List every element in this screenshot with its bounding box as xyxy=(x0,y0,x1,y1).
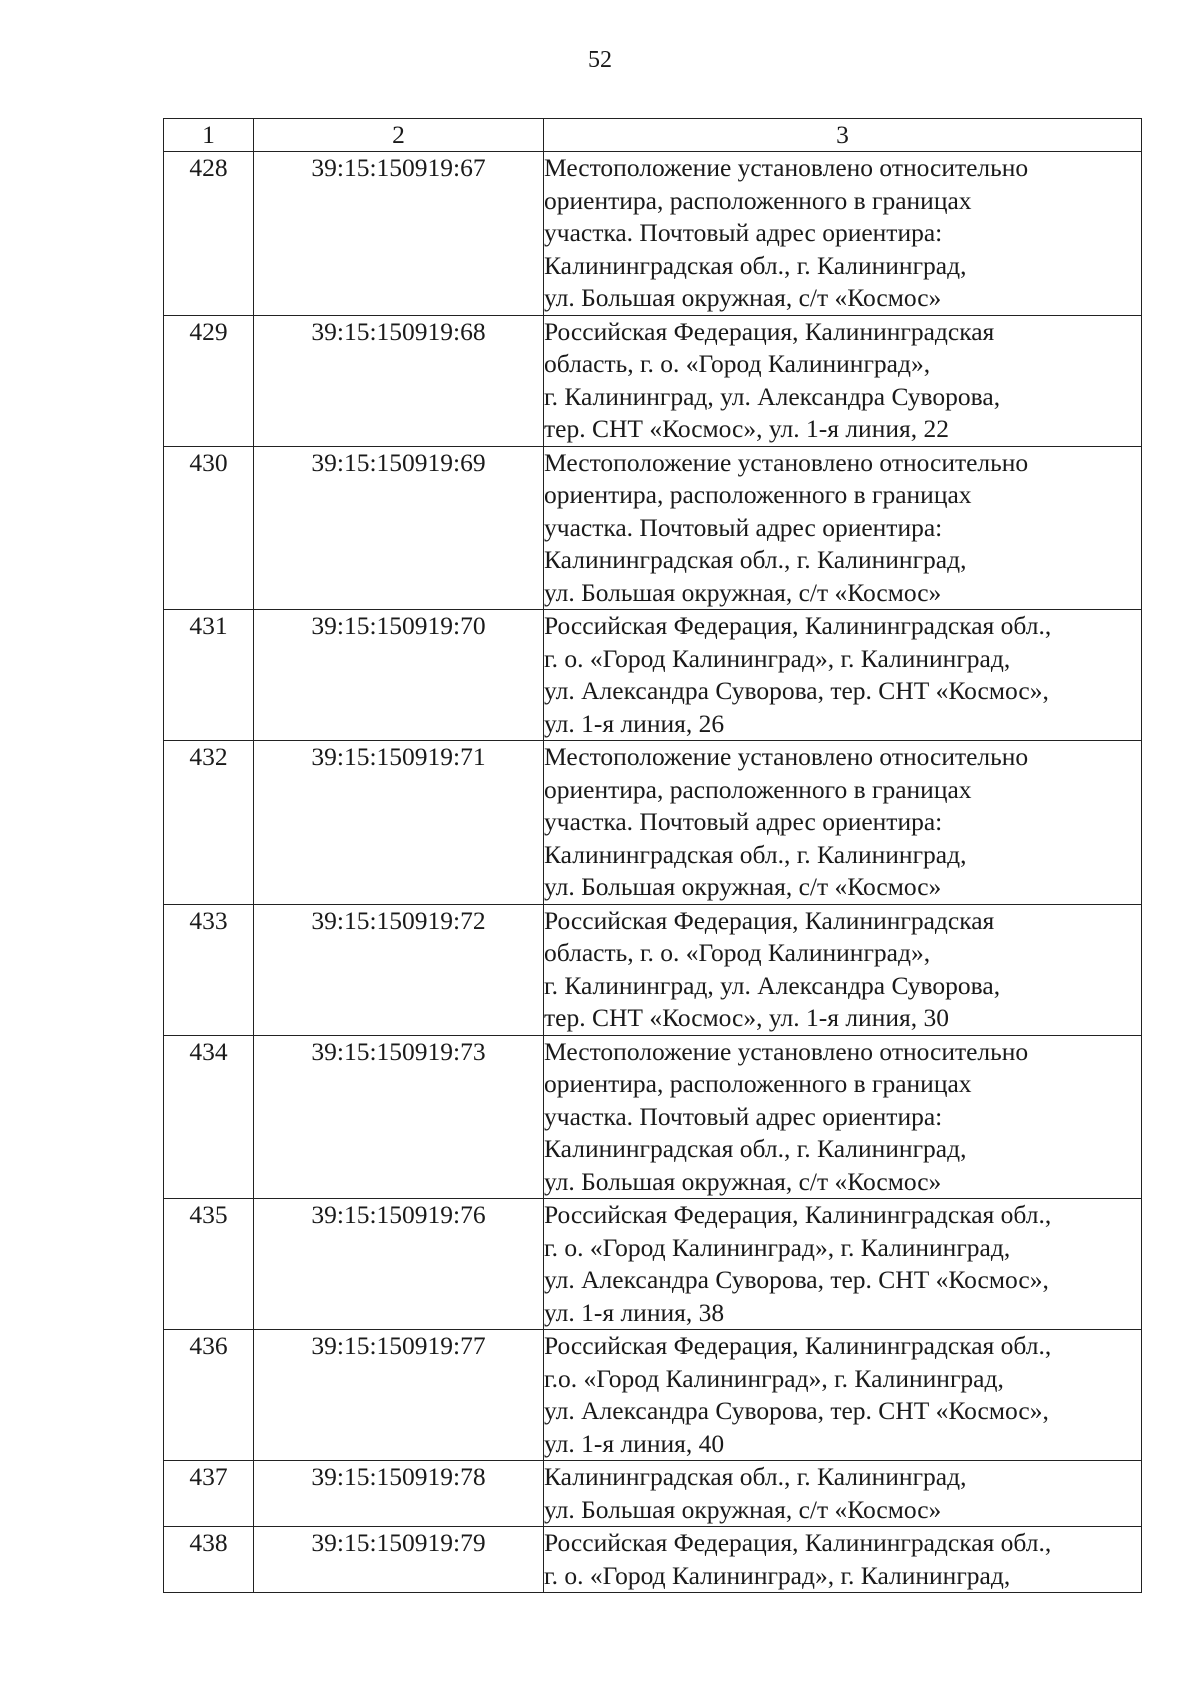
land-plot-table xyxy=(163,118,1142,1593)
row-number: 434 xyxy=(164,1035,254,1199)
table-row xyxy=(164,741,1142,905)
table-row xyxy=(164,1199,1142,1330)
address-line: Калининградская обл., г. Калининград, xyxy=(544,1134,967,1163)
location-address xyxy=(544,315,1142,446)
location-address xyxy=(544,1527,1142,1593)
page-number: 52 xyxy=(588,47,612,73)
address-line: Российская Федерация, Калининградская обл., xyxy=(544,1331,1052,1360)
address-line: Российская Федерация, Калининградская xyxy=(544,905,995,935)
address-line: участка. Почтовый адрес ориентира: xyxy=(544,512,943,542)
row-number: 429 xyxy=(164,315,254,446)
table-row xyxy=(164,1035,1142,1199)
table-row xyxy=(164,446,1142,610)
column-header-cadastral: 2 xyxy=(254,119,544,152)
table-row xyxy=(164,1330,1142,1461)
address-line: Калининградская обл., г. Калининград, xyxy=(544,839,967,869)
address-line: область, г. о. «Город Калининград», xyxy=(544,938,931,967)
table-row xyxy=(164,152,1142,316)
location-address xyxy=(544,1461,1142,1527)
row-number: 430 xyxy=(164,446,254,610)
column-header-number: 1 xyxy=(164,119,254,152)
address-line: ул. Большая окружная, с/т «Космос» xyxy=(544,1166,942,1196)
address-line: Местоположение установлено относительно xyxy=(544,153,1029,182)
row-number: 438 xyxy=(164,1527,254,1593)
cadastral-number: 39:15:150919:79 xyxy=(254,1527,544,1593)
address-line: ул. Большая окружная, с/т «Космос» xyxy=(544,283,942,312)
address-line: ул. Большая окружная, с/т «Космос» xyxy=(544,1494,942,1524)
table-row xyxy=(164,1527,1142,1593)
location-address xyxy=(544,446,1142,610)
address-line: ориентира, расположенного в границах xyxy=(544,480,972,509)
cadastral-number: 39:15:150919:67 xyxy=(254,152,544,316)
address-line: Местоположение установлено относительно xyxy=(544,1036,1029,1066)
cadastral-number: 39:15:150919:78 xyxy=(254,1461,544,1527)
address-line: участка. Почтовый адрес ориентира: xyxy=(544,807,943,836)
address-line: Калининградская обл., г. Калининград, xyxy=(544,1462,967,1491)
address-line: Местоположение установлено относительно xyxy=(544,447,1029,477)
address-line: участка. Почтовый адрес ориентира: xyxy=(544,218,943,247)
table-row xyxy=(164,1461,1142,1527)
address-line: Местоположение установлено относительно xyxy=(544,742,1029,771)
address-line: ориентира, расположенного в границах xyxy=(544,774,972,804)
location-address xyxy=(544,1035,1142,1199)
address-line: г. о. «Город Калининград», г. Калининград, xyxy=(544,1232,1011,1262)
address-line: Российская Федерация, Калининградская обл., xyxy=(544,611,1052,640)
table-row xyxy=(164,315,1142,446)
address-line: ул. Большая окружная, с/т «Космос» xyxy=(544,872,942,901)
address-line: Калининградская обл., г. Калининград, xyxy=(544,545,967,574)
row-number: 431 xyxy=(164,610,254,741)
table-row xyxy=(164,610,1142,741)
location-address xyxy=(544,1330,1142,1461)
address-line: г. Калининград, ул. Александра Суворова, xyxy=(544,381,1001,411)
location-address xyxy=(544,610,1142,741)
cadastral-number: 39:15:150919:76 xyxy=(254,1199,544,1330)
cadastral-number: 39:15:150919:68 xyxy=(254,315,544,446)
cadastral-number: 39:15:150919:73 xyxy=(254,1035,544,1199)
cadastral-number: 39:15:150919:69 xyxy=(254,446,544,610)
address-line: г. о. «Город Калининград», г. Калининград, xyxy=(544,643,1011,673)
address-line: Калининградская обл., г. Калининград, xyxy=(544,250,967,280)
address-line: ориентира, расположенного в границах xyxy=(544,1069,972,1098)
address-line: Российская Федерация, Калининградская обл., xyxy=(544,1200,1052,1229)
location-address xyxy=(544,741,1142,905)
address-line: ул. Александра Суворова, тер. СНТ «Космос», xyxy=(544,1265,1049,1294)
cadastral-number: 39:15:150919:77 xyxy=(254,1330,544,1461)
address-line: участка. Почтовый адрес ориентира: xyxy=(544,1101,943,1131)
column-header-address: 3 xyxy=(544,119,1142,152)
row-number: 436 xyxy=(164,1330,254,1461)
address-line: Российская Федерация, Калининградская xyxy=(544,316,995,346)
location-address xyxy=(544,1199,1142,1330)
address-line: Российская Федерация, Калининградская обл., xyxy=(544,1528,1052,1557)
location-address xyxy=(544,904,1142,1035)
address-line: ул. Александра Суворова, тер. СНТ «Космос», xyxy=(544,676,1049,705)
address-line: ул. Александра Суворова, тер. СНТ «Космос», xyxy=(544,1396,1049,1425)
address-line: ул. 1-я линия, 38 xyxy=(544,1297,725,1327)
address-line: тер. СНТ «Космос», ул. 1-я линия, 30 xyxy=(544,1003,949,1032)
row-number: 433 xyxy=(164,904,254,1035)
table-header-row xyxy=(164,119,1142,152)
row-number: 435 xyxy=(164,1199,254,1330)
address-line: область, г. о. «Город Калининград», xyxy=(544,349,931,378)
address-line: тер. СНТ «Космос», ул. 1-я линия, 22 xyxy=(544,414,949,443)
address-line: ул. 1-я линия, 40 xyxy=(544,1428,725,1458)
cadastral-number: 39:15:150919:70 xyxy=(254,610,544,741)
address-line: ориентира, расположенного в границах xyxy=(544,185,972,215)
location-address xyxy=(544,152,1142,316)
address-line: г. о. «Город Калининград», г. Калининград, xyxy=(544,1560,1011,1590)
address-line: г.о. «Город Калининград», г. Калининград, xyxy=(544,1363,1004,1393)
table-body xyxy=(164,152,1142,1593)
address-line: г. Калининград, ул. Александра Суворова, xyxy=(544,970,1001,1000)
table-row xyxy=(164,904,1142,1035)
cadastral-number: 39:15:150919:71 xyxy=(254,741,544,905)
address-line: ул. 1-я линия, 26 xyxy=(544,708,725,738)
row-number: 432 xyxy=(164,741,254,905)
cadastral-number: 39:15:150919:72 xyxy=(254,904,544,1035)
address-line: ул. Большая окружная, с/т «Космос» xyxy=(544,577,942,607)
row-number: 437 xyxy=(164,1461,254,1527)
row-number: 428 xyxy=(164,152,254,316)
